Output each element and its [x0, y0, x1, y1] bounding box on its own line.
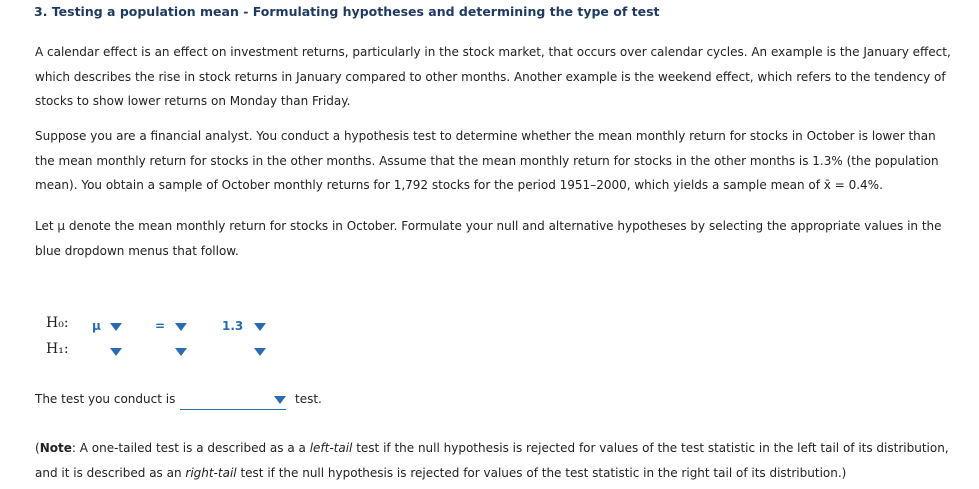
- chevron-down-icon: [110, 348, 122, 356]
- h0-relation-dropdown[interactable]: [155, 318, 187, 336]
- chevron-down-icon: [254, 323, 266, 331]
- test-type-prompt: The test you conduct is: [35, 392, 176, 406]
- null-hypothesis-label: H₀:: [46, 315, 69, 331]
- h0-value-value: 1.3: [222, 319, 244, 333]
- chevron-down-icon: [175, 323, 187, 331]
- note-text-1: : A one-tailed test is a described as a a: [71, 441, 310, 455]
- h0-parameter-dropdown[interactable]: [92, 318, 122, 336]
- h0-relation-value: =: [155, 319, 166, 333]
- note-left-tail: left-tail: [309, 441, 353, 455]
- intro-paragraph: A calendar effect is an effect on investment returns, particularly in the stock market, that occurs over calendar cycles. An example is the January effect, which describes the rise in stock returns in January compared to other months. Another example is the weekend effect, which refers to the tendency of stocks to show lower returns on Monday than Friday.: [35, 45, 951, 108]
- chevron-down-icon: [274, 396, 286, 404]
- h0-value-dropdown[interactable]: [222, 318, 266, 336]
- chevron-down-icon: [175, 348, 187, 356]
- test-type-dropdown[interactable]: [180, 392, 286, 410]
- alt-hypothesis-label: H₁:: [46, 341, 69, 357]
- chevron-down-icon: [254, 348, 266, 356]
- test-type-suffix: test.: [295, 392, 322, 406]
- note-open-paren: (: [35, 441, 40, 455]
- note-paragraph: [35, 436, 955, 485]
- scenario-paragraph: Suppose you are a financial analyst. You conduct a hypothesis test to determine whether the mean monthly return for stocks in October is lower than the mean monthly return for stocks in the other months. Assume that the mean monthly return for stocks in the other months is 1.3% (the population mean). You obtain a sample of October monthly returns for 1,792 stocks for the period 1951–2000, which yields a sample mean of x̄ = 0.4%.: [35, 129, 939, 192]
- instruction-paragraph: Let μ denote the mean monthly return for stocks in October. Formulate your null and alternative hypotheses by selecting the appropriate values in the blue dropdown menus that follow.: [35, 219, 942, 258]
- dropdown-underline: [180, 409, 286, 410]
- chevron-down-icon: [110, 323, 122, 331]
- note-text-3: test if the null hypothesis is rejected for values of the test statistic in the right tail of its distribution.): [236, 465, 847, 480]
- note-label: Note: [39, 441, 72, 455]
- h0-parameter-value: μ: [92, 319, 101, 333]
- h1-relation-dropdown[interactable]: [155, 343, 187, 361]
- h1-parameter-dropdown[interactable]: [92, 343, 122, 361]
- question-title: 3. Testing a population mean - Formulating hypotheses and determining the type of test: [34, 4, 660, 19]
- h1-value-dropdown[interactable]: [222, 343, 266, 361]
- note-text-2: test if the null hypothesis is rejected for values of the test statistic in the left tail of its distribution, and it is described as an: [35, 441, 949, 480]
- note-right-tail: right-tail: [185, 465, 237, 480]
